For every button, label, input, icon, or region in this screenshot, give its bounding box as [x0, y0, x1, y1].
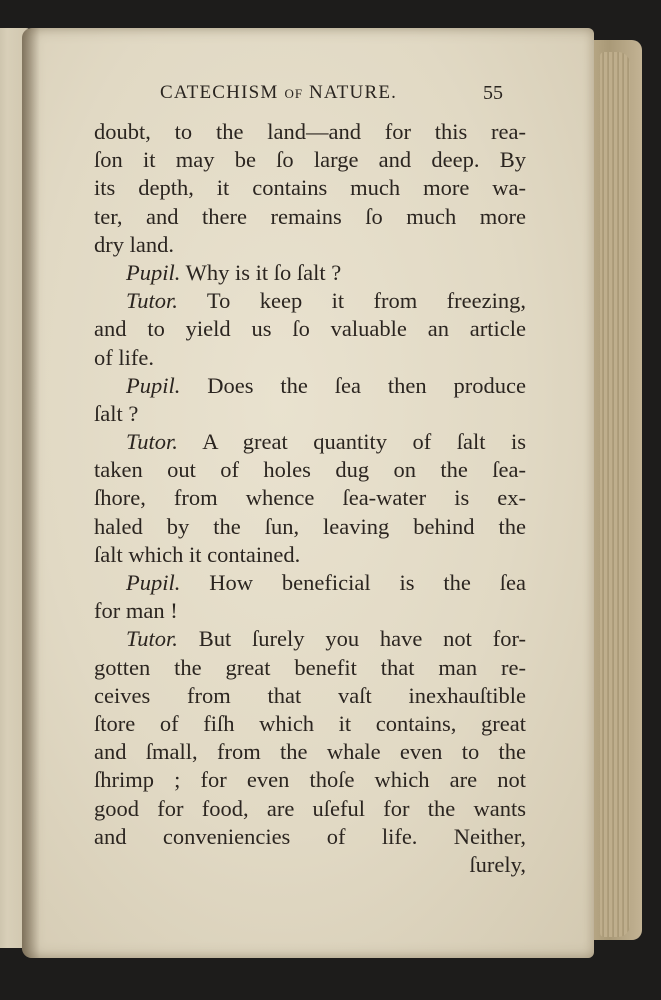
line-text: To keep it from freezing,: [177, 288, 526, 314]
line-text: Does the ſea then produce: [180, 372, 526, 398]
speaker-label: Tutor.: [126, 626, 178, 652]
line-text: ſalt which it contained.: [94, 541, 301, 567]
line-text: Why is it ſo ſalt ?: [180, 259, 342, 285]
line-text: ſtore of fiſh which it contains, great: [94, 710, 526, 736]
gutter-shadow: [22, 28, 40, 958]
text-line: [94, 569, 526, 597]
running-head-prefix: CATECHISM: [160, 82, 285, 103]
line-text: ſhrimp ; for even thoſe which are not: [94, 767, 526, 793]
line-text: ſon it may be ſo large and deep. By: [94, 147, 526, 173]
text-line: [94, 795, 526, 823]
text-line: [94, 231, 526, 259]
text-line: [94, 738, 526, 766]
text-line: [94, 428, 526, 456]
line-text: gotten the great benefit that man re-: [94, 654, 526, 680]
text-line: [94, 710, 526, 738]
text-line: [94, 259, 526, 287]
line-text: and ſmall, from the whale even to the: [94, 739, 526, 765]
catchword: [94, 851, 526, 879]
text-line: [94, 118, 526, 146]
text-line: [94, 174, 526, 202]
text-line: [94, 456, 526, 484]
text-line: [94, 823, 526, 851]
speaker-label: Pupil.: [126, 372, 181, 398]
text-line: [94, 146, 526, 174]
line-text: its depth, it contains much more wa-: [94, 175, 526, 201]
text-line: [94, 682, 526, 710]
line-text: A great quantity of ſalt is: [177, 429, 526, 455]
speaker-label: Tutor.: [126, 429, 178, 455]
page-header: [0, 82, 661, 116]
line-text: and conveniencies of life. Neither,: [94, 823, 526, 849]
text-line: [94, 625, 526, 653]
line-text: dry land.: [94, 231, 174, 257]
speaker-label: Pupil.: [126, 570, 181, 595]
line-text: But ſurely you have not for-: [177, 626, 526, 652]
text-line: [94, 484, 526, 512]
speaker-label: Tutor.: [126, 288, 178, 314]
line-text: ſhore, from whence ſea-water is ex-: [94, 485, 526, 511]
line-text: doubt, to the land—and for this rea-: [94, 119, 526, 144]
text-line: [94, 372, 526, 400]
running-head: [160, 82, 397, 104]
line-text: ceives from that vaſt inexhauſtible: [94, 682, 526, 708]
speaker-label: Pupil.: [126, 259, 181, 285]
text-line: [94, 344, 526, 372]
running-head-of: OF: [284, 86, 304, 101]
text-line: [94, 597, 526, 625]
line-text: haled by the ſun, leaving behind the: [94, 513, 526, 539]
text-line: [94, 287, 526, 315]
line-text: ter, and there remains ſo much more: [94, 203, 526, 229]
text-line: [94, 315, 526, 343]
line-text: ſalt ?: [94, 400, 139, 426]
line-text: ſurely,: [469, 851, 526, 877]
text-line: [94, 541, 526, 569]
line-text: good for food, are uſeful for the wants: [94, 795, 526, 821]
text-line: [94, 203, 526, 231]
line-text: of life.: [94, 344, 154, 370]
line-text: How beneficial is the ſea: [180, 570, 526, 595]
page-number: 55: [483, 82, 503, 104]
running-head-suffix: NATURE.: [303, 82, 398, 103]
text-line: [94, 654, 526, 682]
text-line: [94, 400, 526, 428]
line-text: taken out of holes dug on the ſea-: [94, 457, 526, 483]
body-text: [94, 118, 526, 879]
line-text: for man !: [94, 598, 178, 624]
page-stack-edges: [600, 52, 630, 937]
text-line: [94, 513, 526, 541]
line-text: and to yield us ſo valuable an article: [94, 316, 526, 342]
text-line: [94, 766, 526, 794]
